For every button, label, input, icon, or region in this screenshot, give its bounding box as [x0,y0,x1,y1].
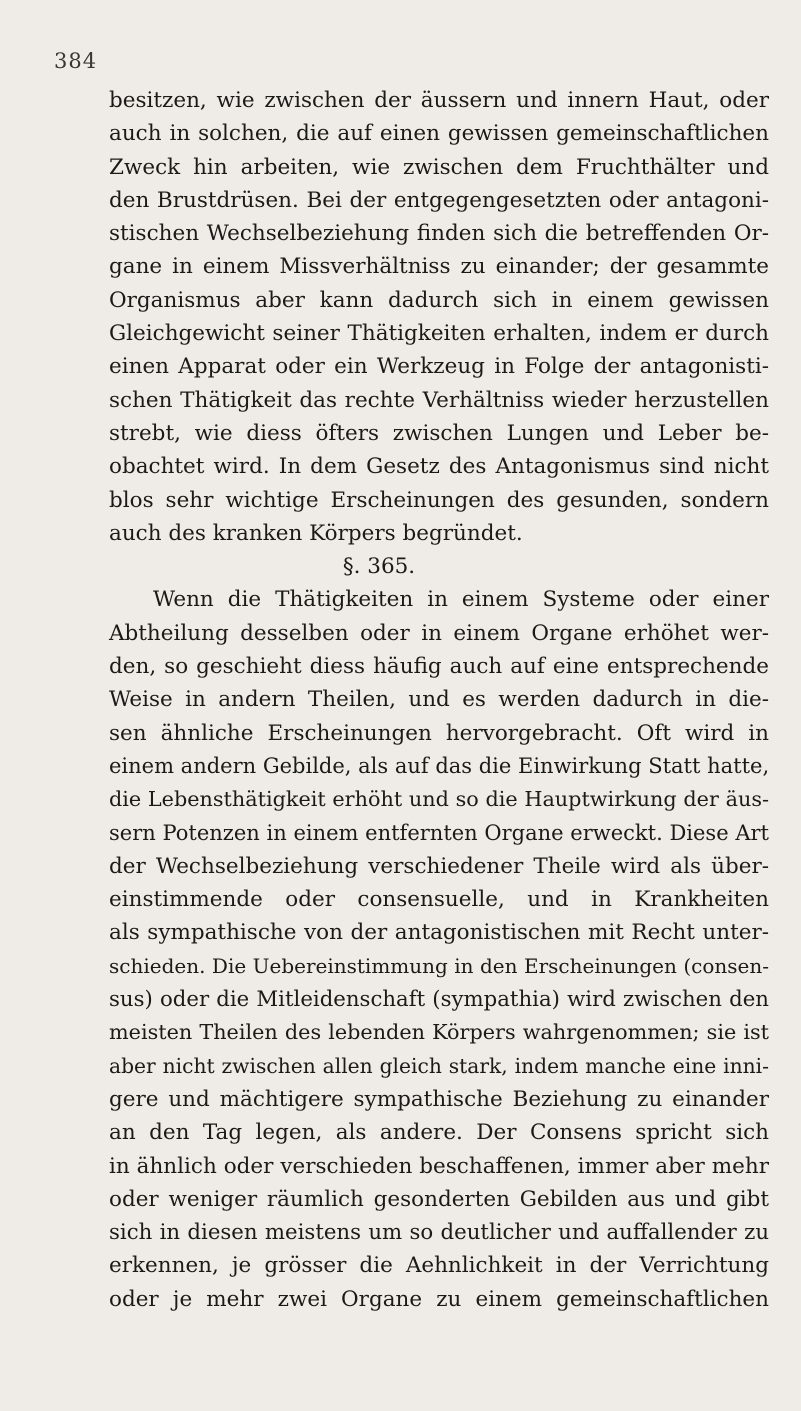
text-line: einem andern Gebilde, als auf das die Einwirkung Statt hatte, [109,753,770,778]
text-line: Zweck hin arbeiten, wie zwischen dem Fruchthälter und [109,154,769,180]
text-line: besitzen, wie zwischen der äussern und innern Haut, oder [109,88,769,113]
page-number: 384 [54,49,98,73]
text-line: einstimmende oder consensuelle, und in Krankheiten [109,887,769,913]
text-line: den Brustdrüsen. Bei der entgegengesetzten oder antagoni- [109,187,769,213]
text-line: oder je mehr zwei Organe zu einem gemeinschaftlichen [109,1286,769,1312]
text-line: sich in diesen meistens um so deutlicher und auffallender zu [109,1220,769,1246]
text-line: Wenn die Thätigkeiten in einem Systeme oder einer [153,587,769,613]
text-line: auch des kranken Körpers begründet. [109,520,523,546]
text-line: sus) oder die Mitleidenschaft (sympathia) wird zwischen den [109,987,769,1013]
text-line: obachtet wird. In dem Gesetz des Antagonismus sind nicht [109,454,769,480]
text-line: aber nicht zwischen allen gleich stark, indem manche eine inni- [109,1053,769,1078]
text-line: sern Potenzen in einem entfernten Organe erweckt. Diese Art [109,820,769,845]
text-line: als sympathische von der antagonistischen mit Recht unter- [109,920,769,946]
text-line: in ähnlich oder verschieden beschaffenen, immer aber mehr [109,1153,769,1179]
text-line: der Wechselbeziehung verschiedener Theile wird als über- [109,853,769,879]
text-line: Gleichgewicht seiner Thätigkeiten erhalten, indem er durch [109,321,769,347]
text-line: schieden. Die Uebereinstimmung in den Erscheinungen (consen- [109,953,769,978]
text-line: gere und mächtigere sympathische Beziehung zu einander [109,1086,769,1112]
text-line: strebt, wie diess öfters zwischen Lungen und Leber be- [109,420,769,446]
text-line: auch in solchen, die auf einen gewissen gemeinschaftlichen [109,121,769,147]
text-line: den, so geschieht diess häufig auch auf eine entsprechende [109,654,769,680]
text-line: meisten Theilen des lebenden Körpers wahrgenommen; sie ist [109,1020,769,1045]
text-line: oder weniger räumlich gesonderten Gebilden aus und gibt [109,1186,769,1212]
text-line: schen Thätigkeit das rechte Verhältniss wieder herzustellen [109,387,769,413]
text-line: an den Tag legen, als andere. Der Consens spricht sich [109,1120,769,1146]
text-line: gane in einem Missverhältniss zu einander; der gesammte [109,254,769,280]
text-line: einen Apparat oder ein Werkzeug in Folge der antagonisti- [109,354,769,380]
text-line: die Lebensthätigkeit erhöht und so die Hauptwirkung der äus- [109,787,769,812]
text-line: Weise in andern Theilen, und es werden dadurch in die- [109,687,769,713]
text-line: Organismus aber kann dadurch sich in einem gewissen [109,287,769,313]
section-heading: §. 365. [342,554,416,580]
text-line: erkennen, je grösser die Aehnlichkeit in der Verrichtung [109,1253,769,1279]
text-line: Abtheilung desselben oder in einem Organe erhöhet wer- [109,620,769,646]
text-line: blos sehr wichtige Erscheinungen des gesunden, sondern [109,487,769,513]
body-text [109,84,769,1316]
text-line: stischen Wechselbeziehung finden sich die betreffenden Or- [109,221,769,247]
text-line: sen ähnliche Erscheinungen hervorgebracht. Oft wird in [109,720,769,746]
